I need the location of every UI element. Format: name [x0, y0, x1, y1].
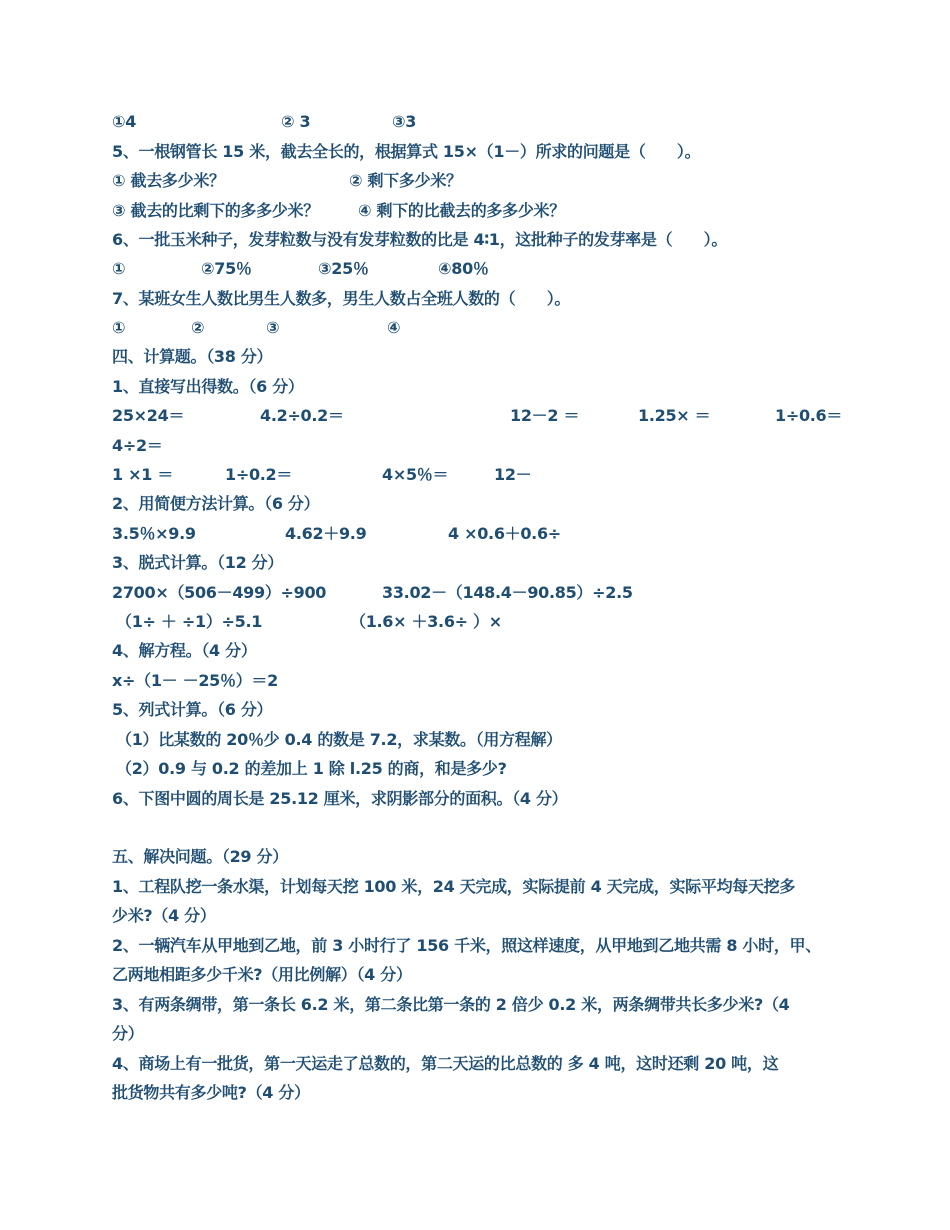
q4-option-2: ② 3: [281, 112, 311, 131]
q7-stem: 7、某班女生人数比男生人数多，男生人数占全班人数的（ ）。: [112, 289, 571, 308]
s4-p3-item: （1.6× ＋3.6÷ ）×: [350, 612, 502, 631]
s4-part3-title: 3、脱式计算。（12 分）: [112, 553, 284, 572]
s5-q1-line1: 1、工程队挖一条水渠，计划每天挖 100 米，24 天完成，实际提前 4 天完成，实际平均每天挖多: [112, 877, 796, 896]
s4-p5-item-2: （2）0.9 与 0.2 的差加上 1 除 l.25 的商，和是多少?: [116, 759, 507, 778]
s4-p1-item: 4÷2＝: [112, 436, 163, 455]
s5-q2-line2: 乙两地相距多少千米?（用比例解）（4 分）: [112, 965, 412, 984]
section4-title: 四、计算题。（38 分）: [112, 347, 273, 366]
s4-p1-item: 1÷0.6＝: [775, 406, 843, 425]
s5-q2-line1: 2、一辆汽车从甲地到乙地，前 3 小时行了 156 千米，照这样速度，从甲地到乙地共需 8 小时，甲、: [112, 936, 821, 955]
s4-p2-item: 4.62＋9.9: [285, 524, 367, 543]
q5-stem: 5、一根钢管长 15 米，截去全长的，根据算式 15×（1－）所求的问题是（ ）。: [112, 142, 701, 161]
s4-part5-title: 5、列式计算。（6 分）: [112, 700, 273, 719]
s4-part1-title: 1、直接写出得数。（6 分）: [112, 377, 304, 396]
s4-p1-item: 1.25× ＝: [638, 406, 711, 425]
s4-part6-title: 6、下图中圆的周长是 25.12 厘米，求阴影部分的面积。（4 分）: [112, 789, 568, 808]
s4-p1-item: 4.2÷0.2＝: [260, 406, 344, 425]
s5-q4-line1: 4、商场上有一批货，第一天运走了总数的，第二天运的比总数的 多 4 吨，这时还剩 20 吨，这: [112, 1054, 779, 1073]
q6-stem: 6、一批玉米种子，发芽粒数与没有发芽粒数的比是 4∶1，这批种子的发芽率是（ ）。: [112, 230, 728, 249]
s4-part2-title: 2、用简便方法计算。（6 分）: [112, 494, 320, 513]
q5-option-2: ② 剩下多少米？: [349, 171, 462, 190]
q6-option-1: ①: [112, 259, 126, 278]
s4-p4-equation: x÷（1－ －25％）＝2: [112, 671, 278, 690]
q6-option-2: ②75％: [201, 259, 252, 278]
q4-option-1: ①4: [112, 112, 137, 131]
s4-p3-item: （1÷ ＋ ÷1）÷5.1: [116, 612, 263, 631]
q6-option-3: ③25％: [318, 259, 369, 278]
q4-option-3: ③3: [392, 112, 417, 131]
q7-option-4: ④: [387, 318, 401, 337]
s4-p5-item-1: （1）比某数的 20％少 0.4 的数是 7.2，求某数。（用方程解）: [116, 730, 562, 749]
s4-p1-item: 12－2 ＝: [510, 406, 580, 425]
s4-p1-item: 4×5％＝: [382, 465, 449, 484]
s4-p1-item: 1÷0.2＝: [225, 465, 293, 484]
q6-option-4: ④80％: [438, 259, 489, 278]
q5-option-3: ③ 截去的比剩下的多多少米？: [112, 201, 319, 220]
s4-p2-item: 3.5％×9.9: [112, 524, 196, 543]
s4-p1-item: 12－: [494, 465, 532, 484]
q7-option-1: ①: [112, 318, 126, 337]
s4-p3-item: 33.02－（148.4－90.85）÷2.5: [382, 583, 633, 602]
s5-q3-line2: 分）: [112, 1024, 144, 1043]
s4-p3-item: 2700×（506－499）÷900: [112, 583, 327, 602]
s5-q4-line2: 批货物共有多少吨?（4 分）: [112, 1083, 310, 1102]
s5-q3-line1: 3、有两条绸带，第一条长 6.2 米，第二条比第一条的 2 倍少 0.2 米，两条绸带共长多少米?（4: [112, 995, 790, 1014]
q5-option-1: ① 截去多少米？: [112, 171, 225, 190]
q5-option-4: ④ 剩下的比截去的多多少米？: [358, 201, 565, 220]
s4-p1-item: 25×24＝: [112, 406, 185, 425]
q7-option-3: ③: [266, 318, 280, 337]
section5-title: 五、解决问题。（29 分）: [112, 847, 288, 866]
s5-q1-line2: 少米?（4 分）: [112, 906, 216, 925]
s4-part4-title: 4、解方程。（4 分）: [112, 641, 257, 660]
q7-option-2: ②: [191, 318, 205, 337]
s4-p2-item: 4 ×0.6＋0.6÷: [448, 524, 561, 543]
s4-p1-item: 1 ×1 ＝: [112, 465, 174, 484]
